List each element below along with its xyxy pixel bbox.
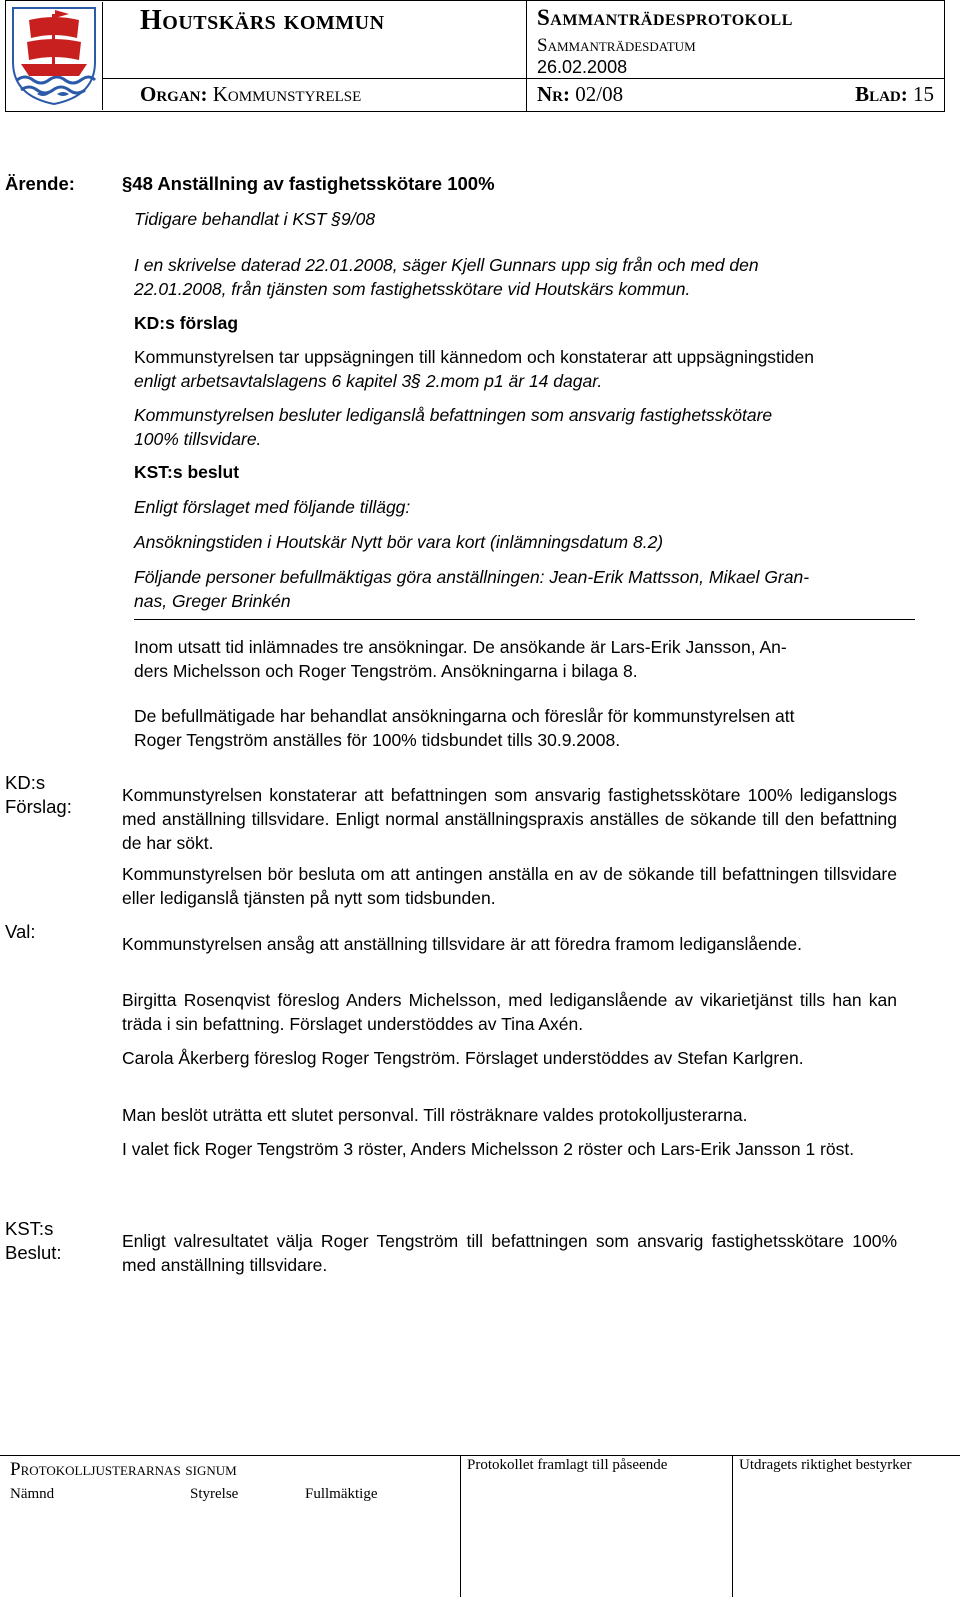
organ-label: Organ: <box>140 82 208 106</box>
kd-forslag-label: KD:s Förslag: <box>5 772 72 817</box>
kst-line-1: Enligt förslaget med följande tillägg: <box>134 497 411 517</box>
kst-line-3: Följande personer befullmäktigas göra anställningen: Jean-Erik Mattsson, Mikael Gran- <box>134 567 810 587</box>
kd-forslag-p1: Kommunstyrelsen konstaterar att befattningen som ansvarig fastighetsskötare 100% lediganslogs med anställning tillsvidare. Enligt normal anställningspraxis anställes de sökande till den befattning de har sökt. <box>122 785 897 853</box>
applications-p1-line-2: ders Michelsson och Roger Tengström. Ansökningarna i bilaga 8. <box>134 661 638 681</box>
nr-label: Nr: <box>537 82 570 106</box>
case-title: §48 Anställning av fastighetsskötare 100% <box>122 173 495 194</box>
blad-label: Blad: <box>855 82 908 106</box>
applications-p1-line-1: Inom utsatt tid inlämnades tre ansökningar. De ansökande är Lars-Erik Jansson, An- <box>134 637 787 657</box>
utdrag-label: Utdragets riktighet bestyrker <box>739 1457 912 1473</box>
nr-value: 02/08 <box>575 82 624 106</box>
applications-p2-line-1: De befullmätigade har behandlat ansökningarna och föreslår för kommunstyrelsen att <box>134 706 795 726</box>
fullmaktige-label: Fullmäktige <box>305 1486 378 1502</box>
kst-heading: KST:s beslut <box>134 462 240 482</box>
meeting-date: 26.02.2008 <box>537 57 628 77</box>
letter-line-1: I en skrivelse daterad 22.01.2008, säger Kjell Gunnars upp sig från och med den <box>134 255 759 275</box>
kd-p2-line-2: 100% tillsvidare. <box>134 429 262 449</box>
kst-line-2: Ansökningstiden i Houtskär Nytt bör vara kort (inlämningsdatum 8.2) <box>134 532 664 552</box>
protocol-number <box>537 82 623 107</box>
kd-p1-line-2: enligt arbetsavtalslagens 6 kapitel 3§ 2.mom p1 är 14 dagar. <box>134 371 603 391</box>
blad-value: 15 <box>913 82 934 106</box>
section-divider <box>134 619 915 620</box>
page-number <box>855 82 934 107</box>
letter-line-2: 22.01.2008, från tjänsten som fastighetsskötare vid Houtskärs kommun. <box>134 279 691 299</box>
val-p3: Carola Åkerberg föreslog Roger Tengström. Förslaget understöddes av Stefan Karlgren. <box>122 1048 804 1068</box>
val-p1: Kommunstyrelsen ansåg att anställning tillsvidare är att föredra framom lediganslående. <box>122 934 802 954</box>
coat-of-arms-icon <box>7 2 103 110</box>
document-header <box>5 0 945 112</box>
signum-label: Protokolljusterarnas signum <box>10 1459 237 1480</box>
styrelse-label: Styrelse <box>190 1486 239 1502</box>
namnd-label: Nämnd <box>10 1486 55 1502</box>
kd-heading: KD:s förslag <box>134 313 239 333</box>
val-p2: Birgitta Rosenqvist föreslog Anders Michelsson, med lediganslående av vikarietjänst tills han kan träda i sin befattning. Förslaget understöddes av Tina Axén. <box>122 990 897 1034</box>
kd-p2-line-1: Kommunstyrelsen besluter lediganslå befattningen som ansvarig fastighetsskötare <box>134 405 773 425</box>
organ-field <box>140 82 361 107</box>
val-label: Val: <box>5 921 36 942</box>
document-footer <box>0 1455 960 1597</box>
kd-p1-line-1: Kommunstyrelsen tar uppsägningen till kännedom och konstaterar att uppsägningstiden <box>134 347 814 367</box>
document-type: Sammanträdesprotokoll <box>537 5 793 30</box>
kst-beslut-p1: Enligt valresultatet välja Roger Tengström till befattningen som ansvarig fastighetsskötare 100% med anställning tillsvidare. <box>122 1231 897 1275</box>
kst-beslut-label: KST:s Beslut: <box>5 1218 62 1263</box>
case-label: Ärende: <box>5 173 75 194</box>
kst-line-4: nas, Greger Brinkén <box>134 591 291 611</box>
applications-p2-line-2: Roger Tengström anställes för 100% tidsbundet tills 30.9.2008. <box>134 730 621 750</box>
previous-handling: Tidigare behandlat i KST §9/08 <box>134 209 376 229</box>
organ-value: Kommunstyrelse <box>212 82 362 106</box>
val-p4: Man beslöt uträtta ett slutet personval. Till rösträknare valdes protokolljusterarna. <box>122 1105 748 1125</box>
meeting-date-label: Sammanträdesdatum <box>537 35 696 56</box>
kd-forslag-p2: Kommunstyrelsen bör besluta om att antingen anställa en av de sökande till befattningen tillsvidare eller lediganslå tjänsten på nytt som tidsbunden. <box>122 864 897 908</box>
val-p5: I valet fick Roger Tengström 3 röster, Anders Michelsson 2 röster och Lars-Erik Jansson 1 röst. <box>122 1139 855 1159</box>
framlagt-label: Protokollet framlagt till påseende <box>467 1457 668 1473</box>
municipality-name: Houtskärs kommun <box>140 5 385 36</box>
